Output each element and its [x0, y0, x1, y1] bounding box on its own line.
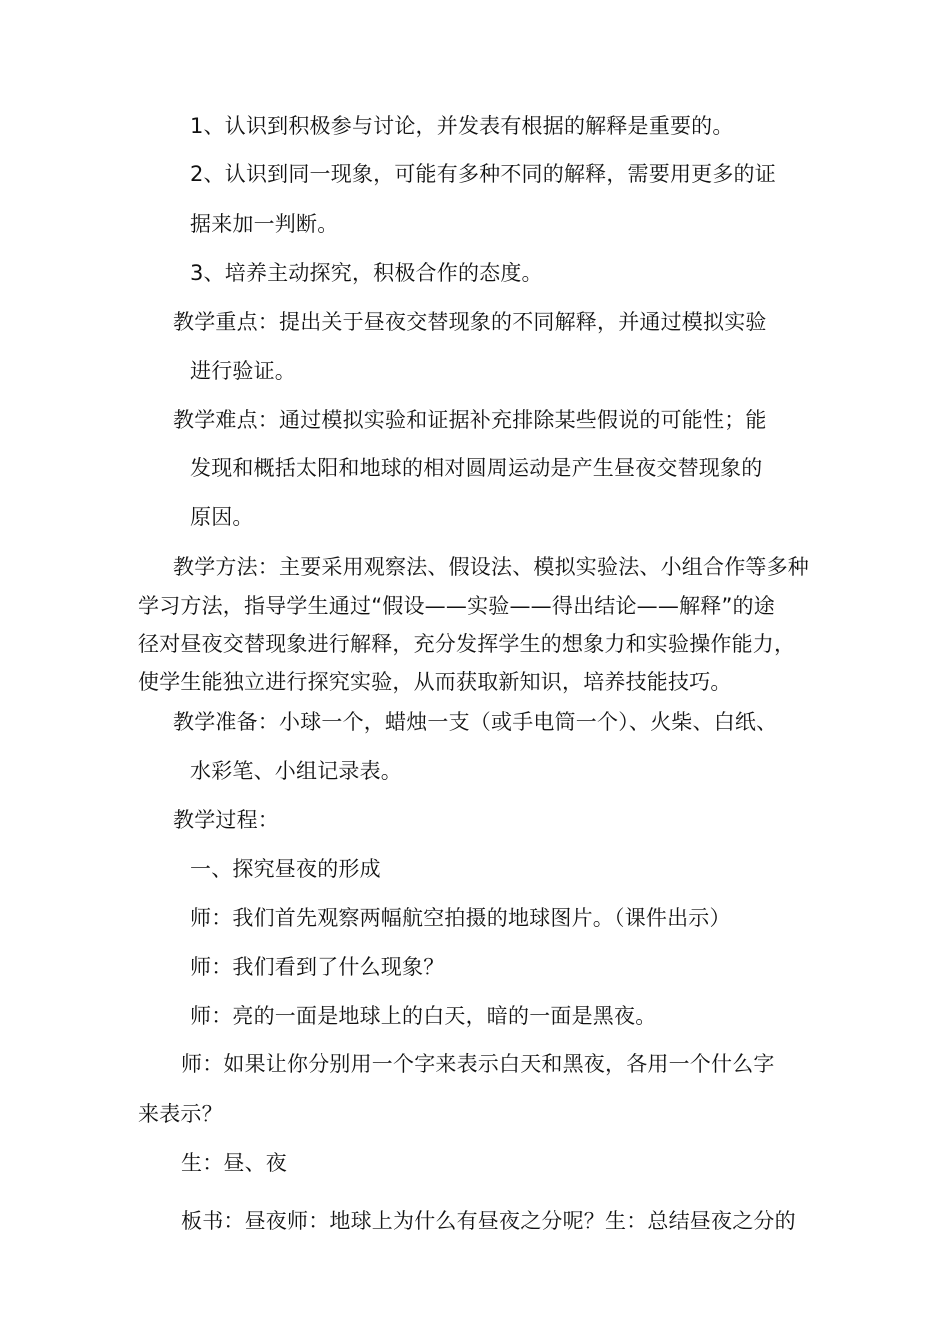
objective-2-cont: 据来加一判断。 [190, 212, 339, 236]
teaching-method-cont-1: 学习方法，指导学生通过“假设——实验——得出结论——解释”的途 [138, 594, 775, 618]
teacher-line-4-cont: 来表示？ [138, 1102, 223, 1126]
section-1-heading: 一、探究昼夜的形成 [190, 857, 381, 881]
objective-2: 2、认识到同一现象，可能有多种不同的解释，需要用更多的证 [190, 162, 776, 186]
teaching-difficulty-end: 原因。 [190, 505, 254, 529]
teacher-line-1: 师：我们首先观察两幅航空拍摄的地球图片。（课件出示） [190, 906, 731, 930]
teaching-difficulty: 教学难点：通过模拟实验和证据补充排除某些假说的可能性；能 [173, 408, 767, 432]
teaching-method-cont-3: 使学生能独立进行探究实验，从而获取新知识，培养技能技巧。 [138, 670, 732, 694]
teaching-method-cont-2: 径对昼夜交替现象进行解释，充分发挥学生的想象力和实验操作能力， [138, 632, 796, 656]
teaching-process-heading: 教学过程： [173, 808, 279, 832]
objective-3: 3、培养主动探究，积极合作的态度。 [190, 261, 543, 285]
teacher-line-2: 师：我们看到了什么现象？ [190, 955, 445, 979]
objective-1: 1、认识到积极参与讨论，并发表有根据的解释是重要的。 [190, 114, 734, 138]
teacher-line-3: 师：亮的一面是地球上的白天，暗的一面是黑夜。 [190, 1004, 657, 1028]
teacher-line-4: 师：如果让你分别用一个字来表示白天和黑夜，各用一个什么字 [181, 1052, 775, 1076]
teaching-focus: 教学重点：提出关于昼夜交替现象的不同解释，并通过模拟实验 [173, 310, 767, 334]
student-line-1: 生：昼、夜 [181, 1151, 287, 1175]
teaching-method: 教学方法：主要采用观察法、假设法、模拟实验法、小组合作等多种 [173, 555, 809, 579]
teaching-difficulty-cont: 发现和概括太阳和地球的相对圆周运动是产生昼夜交替现象的 [190, 456, 763, 480]
teaching-preparation-cont: 水彩笔、小组记录表。 [190, 759, 402, 783]
teaching-preparation: 教学准备：小球一个，蜡烛一支（或手电筒一个）、火柴、白纸、 [173, 710, 778, 734]
blackboard-line: 板书：昼夜师：地球上为什么有昼夜之分呢？生：总结昼夜之分的 [181, 1209, 796, 1233]
teaching-focus-cont: 进行验证。 [190, 359, 296, 383]
